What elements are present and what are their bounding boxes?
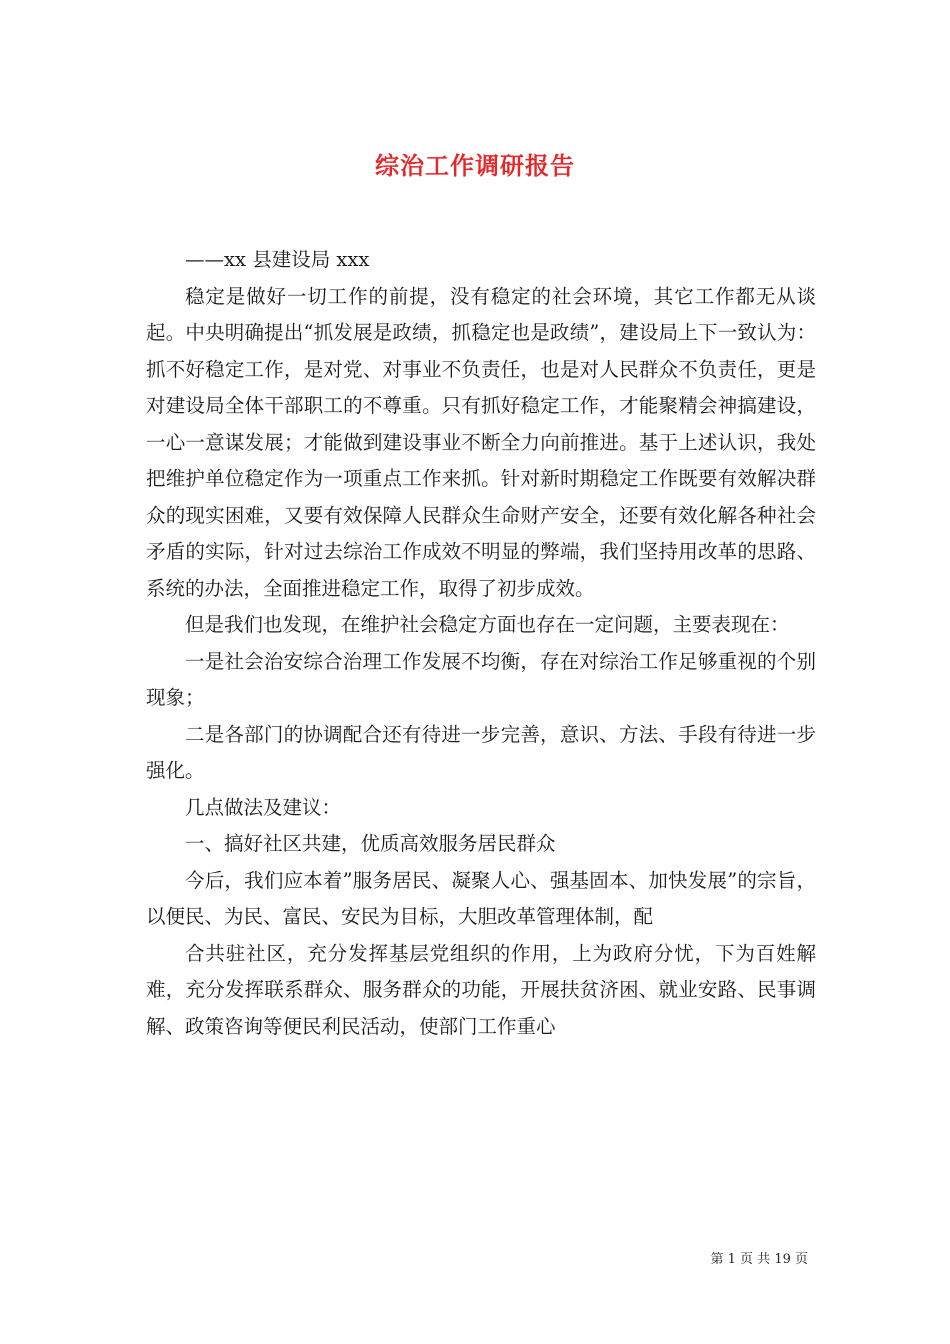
document-body: [146, 242, 816, 1045]
byline: ——xx 县建设局 xxx: [185, 248, 370, 271]
paragraph: 合共驻社区，充分发挥基层党组织的作用，上为政府分忧，下为百姓解难，充分发挥联系群众、服务群众的功能，开展扶贫济困、就业安路、民事调解、政策咨询等便民利民活动，使部门工作重心: [146, 941, 816, 1038]
paragraph: 二是各部门的协调配合还有待进一步完善，意识、方法、手段有待进一步强化。: [146, 722, 816, 782]
section-heading: 一、搞好社区共建，优质高效服务居民群众: [185, 832, 556, 855]
paragraph: 一是社会治安综合治理工作发展不均衡，存在对综治工作足够重视的个别现象；: [146, 649, 816, 709]
paragraph: 但是我们也发现，在维护社会稳定方面也存在一定问题，主要表现在：: [185, 613, 790, 636]
document-title: 综治工作调研报告: [375, 151, 575, 181]
paragraph: 今后，我们应本着”服务居民、凝聚人心、强基固本、加快发展”的宗旨，以便民、为民、富民、安民为目标，大胆改革管理体制，配: [146, 868, 816, 928]
paragraph: 几点做法及建议：: [185, 795, 342, 819]
page-indicator: 第 1 页 共 19 页: [710, 1252, 808, 1267]
paragraph: 稳定是做好一切工作的前提，没有稳定的社会环境，其它工作都无从谈起。中央明确提出“抓发展是政绩，抓稳定也是政绩”，建设局上下一致认为：抓不好稳定工作，是对党、对事业不负责任，也是对人民群众不负责任，更是对建设局全体干部职工的不尊重。只有抓好稳定工作，才能聚精会神搞建设，一心一意谋发展；才能做到建设事业不断全力向前推进。基于上述认识，我处把维护单位稳定作为一项重点工作来抓。针对新时期稳定工作既要有效解决群众的现实困难，又要有效保障人民群众生命财产安全，还要有效化解各种社会矛盾的实际，针对过去综治工作成效不明显的弊端，我们坚持用改革的思路、系统的办法，全面推进稳定工作，取得了初步成效。: [146, 284, 816, 600]
